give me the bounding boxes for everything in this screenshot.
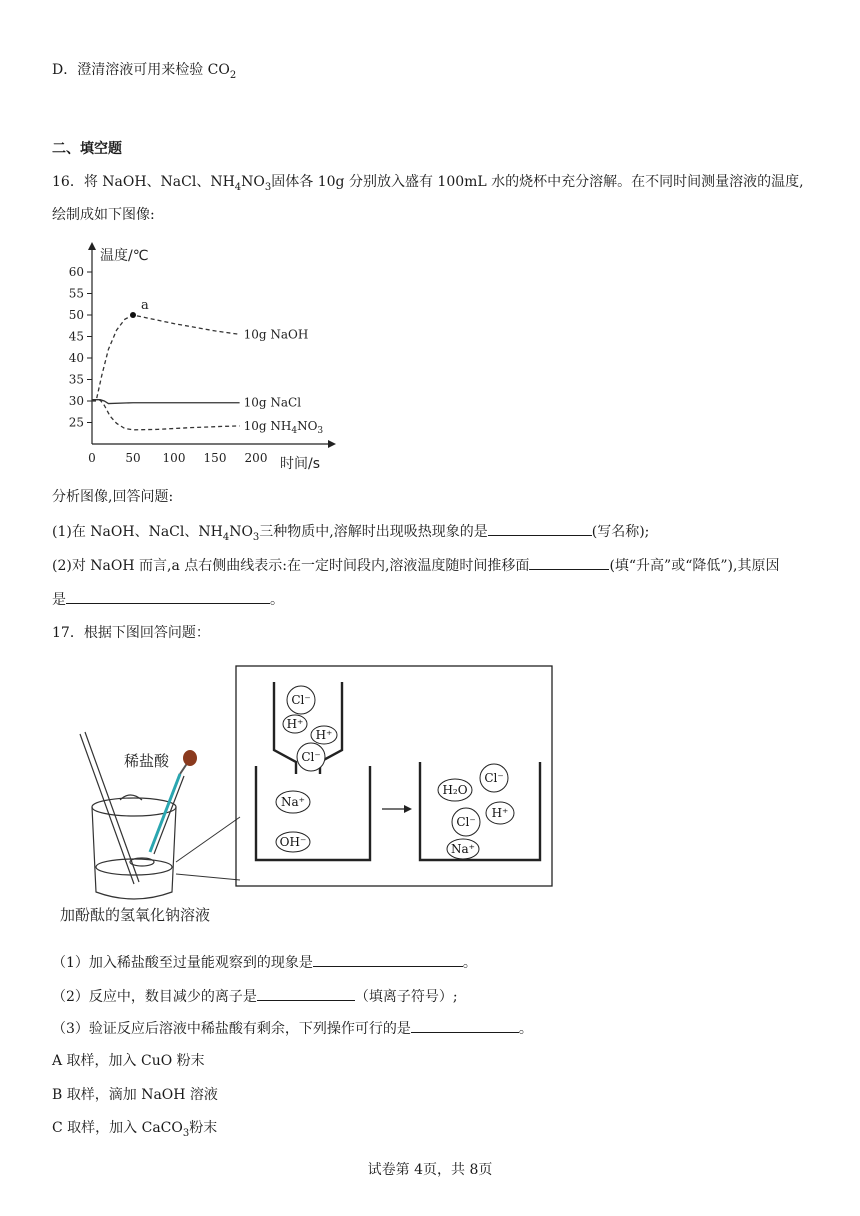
- left-container: [256, 766, 370, 860]
- series-line: [92, 400, 240, 404]
- y-tick-label: 25: [68, 415, 84, 430]
- ion-label: H₂O: [442, 783, 468, 797]
- q17-part2: （2）反应中，数目减少的离子是 （填离子符号）;: [52, 986, 458, 1007]
- beaker-caption: 加酚酞的氢氧化钠溶液: [60, 906, 211, 924]
- ion-label: Na⁺: [281, 795, 305, 809]
- point-a: [130, 312, 136, 318]
- x-axis-arrow-icon: [328, 440, 336, 448]
- ion-label: Cl⁻: [456, 815, 476, 829]
- q17-option-a: A 取样，加入 CuO 粉末: [52, 1053, 205, 1069]
- q17-option-c: C 取样，加入 CaCO$_3$粉末: [52, 1120, 218, 1139]
- q16-analyze: 分析图像,回答问题:: [52, 489, 174, 505]
- y-axis-label: 温度/℃: [100, 248, 149, 264]
- q16-answer-blank-2[interactable]: [529, 555, 609, 570]
- q17-answer-blank-3[interactable]: [411, 1018, 519, 1033]
- y-tick-label: 45: [68, 329, 84, 344]
- page-footer: 试卷第 4页，共 8页: [367, 1162, 493, 1178]
- q17-part3: （3）验证反应后溶液中稀盐酸有剩余，下列操作可行的是 。: [52, 1018, 533, 1039]
- y-tick-label: 35: [68, 372, 84, 387]
- ion-label: H⁺: [491, 806, 509, 820]
- ion-label: Na⁺: [451, 842, 475, 856]
- dropper-label: 稀盐酸: [124, 752, 170, 770]
- point-a-label: a: [141, 298, 149, 313]
- ion-label: H⁺: [286, 717, 304, 731]
- x-tick-label: 150: [203, 451, 227, 465]
- x-tick-label: 200: [244, 451, 268, 465]
- y-tick-label: 30: [68, 394, 84, 408]
- q17-answer-blank-2[interactable]: [257, 986, 355, 1001]
- y-tick-label: 55: [68, 286, 84, 301]
- ion-label: Cl⁻: [484, 771, 504, 785]
- q16-stem-line1: 16．将 NaOH、NaCl、$NH_4NO_3$固体各 10g 分别放入盛有 100mL 水的烧杯中充分溶解。在不同时间测量溶液的温度,: [52, 174, 804, 193]
- series-label: 10g NaOH: [243, 327, 309, 342]
- q16-stem-line2: 绘制成如下图像:: [52, 207, 155, 223]
- ion-label: Cl⁻: [301, 750, 321, 764]
- x-tick-label: 0: [88, 451, 96, 465]
- q17-part1: （1）加入稀盐酸至过量能观察到的现象是 。: [52, 952, 477, 973]
- neutralization-figure: [52, 662, 562, 930]
- y-axis-arrow-icon: [88, 242, 96, 250]
- y-tick-label: 60: [68, 265, 84, 279]
- ion-label: H⁺: [315, 728, 333, 742]
- series-label: 10g NaCl: [243, 395, 302, 410]
- ion-label: OH⁻: [279, 835, 307, 849]
- x-tick-label: 100: [162, 451, 186, 465]
- x-axis-label: 时间/s: [280, 456, 321, 472]
- q17-stem: 17．根据下图回答问题：: [52, 625, 210, 641]
- series-label: 10g $NH_4NO_3$: [243, 418, 324, 436]
- arrow-icon: [404, 805, 412, 813]
- y-tick-label: 50: [68, 308, 84, 322]
- ion-label: Cl⁻: [291, 693, 311, 707]
- q16-part2-line2: 是 。: [52, 589, 284, 610]
- y-tick-label: 40: [68, 351, 84, 365]
- temperature-chart: [56, 240, 346, 472]
- q17-option-b: B 取样，滴加 NaOH 溶液: [52, 1087, 218, 1103]
- section-title: 二、填空题: [52, 141, 122, 157]
- q16-answer-blank-1[interactable]: [488, 521, 592, 536]
- x-tick-label: 50: [125, 451, 141, 465]
- q16-part2-line1: (2)对 NaOH 而言,a 点右侧曲线表示:在一定时间段内,溶液温度随时间推移面 (填“升高”或“降低”),其原因: [52, 555, 779, 576]
- q16-answer-blank-3[interactable]: [66, 589, 270, 604]
- q17-answer-blank-1[interactable]: [313, 952, 463, 967]
- series-line: [92, 400, 240, 430]
- series-line: [92, 315, 240, 401]
- q15-option-d: D．澄清溶液可用来检验 $CO_2$: [52, 62, 237, 81]
- dropper-bulb: [183, 750, 197, 766]
- q16-part1: (1)在 NaOH、NaCl、$NH_4NO_3$三种物质中,溶解时出现吸热现象的是 (写名称);: [52, 521, 649, 548]
